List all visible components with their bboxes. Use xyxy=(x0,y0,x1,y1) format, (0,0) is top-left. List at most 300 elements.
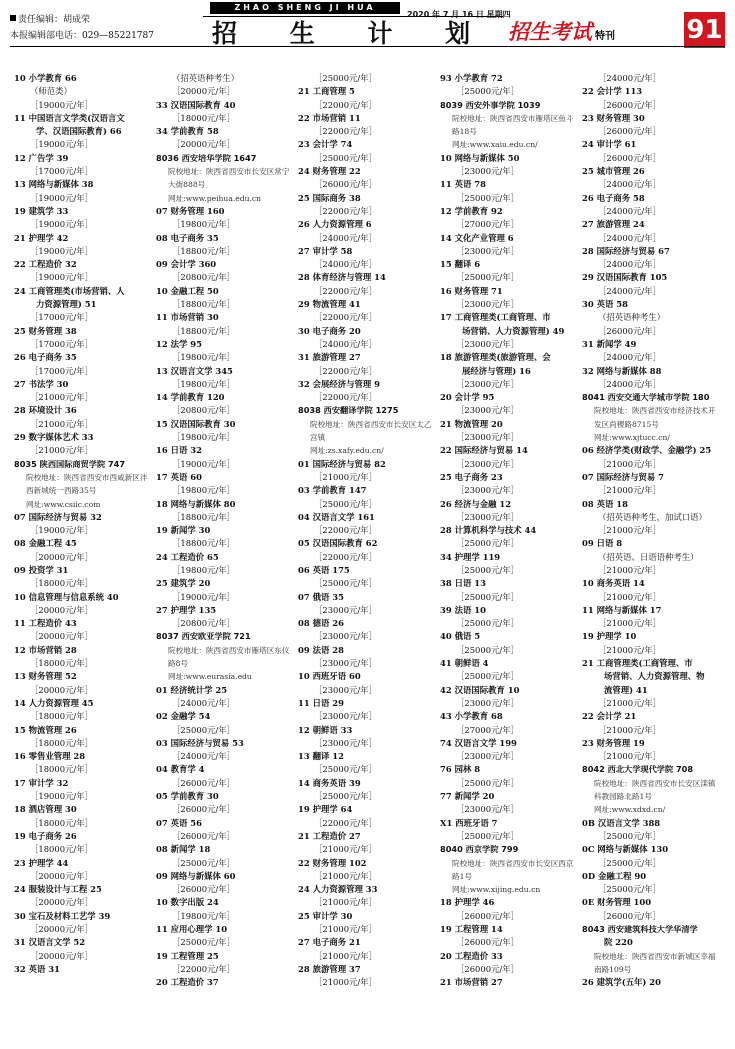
major-line: 18 护理学 46 xyxy=(440,897,495,908)
major-continuation: 院 220 xyxy=(604,937,633,948)
major-line: 08 英语 18 xyxy=(582,498,628,509)
fee-line: ［20000元/年］ xyxy=(172,139,235,150)
fee-line: ［24000元/年］ xyxy=(172,697,235,708)
fee-line: ［21000元/年］ xyxy=(598,485,661,496)
major-line: 10 数字出版 24 xyxy=(156,897,219,908)
major-continuation: 流管理) 41 xyxy=(604,684,648,695)
fee-line: ［21000元/年］ xyxy=(598,697,661,708)
major-line: 23 护理学 44 xyxy=(14,857,69,868)
major-line: 32 英语 31 xyxy=(14,963,60,974)
major-line: 22 财务管理 102 xyxy=(298,857,367,868)
major-line: 28 环境设计 36 xyxy=(14,405,77,416)
fee-line: ［20000元/年］ xyxy=(30,870,93,881)
fee-line: ［19800元/年］ xyxy=(172,432,235,443)
brand-text: 招生考试 xyxy=(508,19,592,44)
major-line: 18 网络与新媒体 80 xyxy=(156,498,236,509)
major-line: 43 小学教育 68 xyxy=(440,711,503,722)
fee-line: ［24000元/年］ xyxy=(598,259,661,270)
major-line: 01 国际经济与贸易 82 xyxy=(298,458,386,469)
fee-line: ［25000元/年］ xyxy=(314,152,377,163)
fee-line: ［22000元/年］ xyxy=(314,525,377,536)
major-line: 05 学前教育 30 xyxy=(156,791,219,802)
major-line: 26 人力资源管理 6 xyxy=(298,219,372,230)
fee-line: ［17000元/年］ xyxy=(30,312,93,323)
fee-line: ［23000元/年］ xyxy=(456,299,519,310)
major-line: 19 新闻学 30 xyxy=(156,525,211,536)
school-header: 8036 西安培华学院 1647 xyxy=(156,152,257,163)
major-line: 22 市场营销 11 xyxy=(298,112,361,123)
column-4 xyxy=(440,72,578,989)
major-line: 04 汉语言文学 161 xyxy=(298,511,375,522)
brand-logo xyxy=(508,16,615,46)
fee-line: ［21000元/年］ xyxy=(30,392,93,403)
fee-line: ［18000元/年］ xyxy=(30,658,93,669)
square-bullet-icon xyxy=(10,15,16,21)
fee-line: ［18800元/年］ xyxy=(172,245,235,256)
fee-line: ［23000元/年］ xyxy=(456,405,519,416)
fee-line: ［23000元/年］ xyxy=(456,378,519,389)
major-line: 11 网络与新媒体 17 xyxy=(582,604,662,615)
fee-line: ［21000元/年］ xyxy=(314,924,377,934)
fee-line: ［24000元/年］ xyxy=(598,378,661,389)
fee-line: ［19000元/年］ xyxy=(172,591,235,602)
note-line: （师范类） xyxy=(30,86,72,97)
major-line: 14 学前教育 120 xyxy=(156,392,225,403)
fee-line: ［18000元/年］ xyxy=(30,844,93,855)
major-line: 11 中国语言文学类(汉语言文 xyxy=(14,112,125,123)
fee-line: ［27000元/年］ xyxy=(456,724,519,735)
fee-line: ［19800元/年］ xyxy=(172,219,235,230)
school-address: 网址:www.csiic.com xyxy=(26,499,101,509)
school-header: 8035 陕西国际商贸学院 747 xyxy=(14,458,126,469)
major-line: 10 西班牙语 60 xyxy=(298,671,361,682)
major-line: 30 宝石及材料工艺学 39 xyxy=(14,910,111,921)
fee-line: ［25000元/年］ xyxy=(314,578,377,589)
major-line: 12 法学 95 xyxy=(156,338,202,349)
fee-line: ［23000元/年］ xyxy=(314,711,377,722)
fee-line: ［18000元/年］ xyxy=(30,764,93,775)
note-line: （招英语种考生） xyxy=(172,73,239,83)
fee-line: ［19000元/年］ xyxy=(30,525,93,536)
major-line: 16 财务管理 71 xyxy=(440,285,503,296)
fee-line: ［25000元/年］ xyxy=(314,498,377,509)
fee-line: ［21000元/年］ xyxy=(314,897,377,908)
major-line: 25 财务管理 38 xyxy=(14,325,77,336)
fee-line: ［20000元/年］ xyxy=(30,924,93,934)
major-line: 27 护理学 135 xyxy=(156,604,217,615)
school-address: 网址:www.xaiu.edu.cn/ xyxy=(452,140,538,150)
fee-line: ［21000元/年］ xyxy=(314,844,377,855)
major-line: 74 汉语言文学 199 xyxy=(440,737,517,748)
fee-line: ［24000元/年］ xyxy=(314,259,377,270)
fee-line: ［23000元/年］ xyxy=(314,604,377,615)
major-line: 30 电子商务 20 xyxy=(298,325,361,336)
major-line: 24 财务管理 22 xyxy=(298,166,361,177)
major-line: 31 新闻学 49 xyxy=(582,338,637,349)
fee-line: ［25000元/年］ xyxy=(456,192,519,203)
fee-line: ［24000元/年］ xyxy=(598,73,661,83)
major-line: 24 人力资源管理 33 xyxy=(298,884,378,895)
major-line: 16 零售业管理 28 xyxy=(14,751,86,762)
fee-line: ［20000元/年］ xyxy=(30,684,93,695)
fee-line: ［19000元/年］ xyxy=(30,272,93,283)
fee-line: ［21000元/年］ xyxy=(598,644,661,655)
major-line: 26 电子商务 58 xyxy=(582,192,645,203)
major-line: 12 学前教育 92 xyxy=(440,205,503,216)
fee-line: ［26000元/年］ xyxy=(598,99,661,110)
fee-line: ［26000元/年］ xyxy=(314,179,377,190)
major-line: 09 投资学 31 xyxy=(14,564,69,575)
major-line: 31 汉语言文学 52 xyxy=(14,937,86,948)
fee-line: ［19000元/年］ xyxy=(172,458,235,469)
major-continuation: 场营销、人力资源管理、物 xyxy=(604,671,705,682)
fee-line: ［27000元/年］ xyxy=(456,219,519,230)
major-line: 09 日语 8 xyxy=(582,538,623,549)
editor-text: 责任编辑：胡成荣 xyxy=(18,15,91,25)
major-line: 40 俄语 5 xyxy=(440,631,481,642)
major-line: 07 俄语 35 xyxy=(298,591,344,602)
fee-line: ［21000元/年］ xyxy=(30,418,93,429)
major-continuation: 力资源管理) 51 xyxy=(36,299,97,310)
fee-line: ［20000元/年］ xyxy=(30,551,93,562)
major-line: 14 文化产业管理 6 xyxy=(440,232,514,243)
fee-line: ［19800元/年］ xyxy=(172,910,235,921)
major-line: 28 国际经济与贸易 67 xyxy=(582,245,670,256)
phone-line: 本报编辑部电话：029—85221787 xyxy=(10,31,154,41)
major-line: 08 金融工程 45 xyxy=(14,538,77,549)
fee-line: ［20000元/年］ xyxy=(30,950,93,961)
fee-line: ［23000元/年］ xyxy=(314,737,377,748)
fee-line: ［26000元/年］ xyxy=(598,152,661,163)
major-line: 14 商务英语 39 xyxy=(298,777,361,788)
school-address: 院校地址：陕西省西安市长安区滦镇科教园路北路1号 xyxy=(594,778,716,802)
major-line: 31 旅游管理 27 xyxy=(298,352,361,363)
fee-line: ［20000元/年］ xyxy=(30,604,93,615)
major-line: 0B 汉语言文学 388 xyxy=(582,817,661,828)
major-line: 17 工商管理类(工商管理、市 xyxy=(440,312,551,323)
fee-line: ［25000元/年］ xyxy=(456,86,519,97)
major-line: 32 会展经济与管理 9 xyxy=(298,378,380,389)
column-3 xyxy=(298,72,436,989)
fee-line: ［25000元/年］ xyxy=(456,538,519,549)
major-line: 11 英语 78 xyxy=(440,179,486,190)
major-line: 08 新闻学 18 xyxy=(156,844,211,855)
page-number: 91 xyxy=(684,12,725,48)
fee-line: ［20800元/年］ xyxy=(172,405,235,416)
school-header: 8039 西安外事学院 1039 xyxy=(440,99,541,110)
fee-line: ［23000元/年］ xyxy=(456,458,519,469)
major-line: 25 城市管理 26 xyxy=(582,166,645,177)
major-line: 19 电子商务 26 xyxy=(14,830,77,841)
fee-line: ［25000元/年］ xyxy=(456,564,519,575)
major-line: 26 电子商务 35 xyxy=(14,352,77,363)
major-line: 03 国际经济与贸易 53 xyxy=(156,737,244,748)
fee-line: ［25000元/年］ xyxy=(314,764,377,775)
fee-line: ［25000元/年］ xyxy=(172,724,235,735)
page-title: 招 生 计 划 xyxy=(212,19,493,48)
major-continuation: 学、汉语国际教育) 66 xyxy=(36,126,122,137)
major-line: 24 服装设计与工程 25 xyxy=(14,884,102,895)
major-line: 23 财务管理 30 xyxy=(582,112,645,123)
major-line: 09 法语 28 xyxy=(298,644,344,655)
fee-line: ［23000元/年］ xyxy=(314,658,377,669)
major-line: 24 工商管理类(市场营销、人 xyxy=(14,285,125,296)
fee-line: ［22000元/年］ xyxy=(314,99,377,110)
fee-line: ［23000元/年］ xyxy=(456,166,519,177)
major-line: X1 西班牙语 7 xyxy=(440,817,498,828)
major-line: 25 国际商务 38 xyxy=(298,192,361,203)
school-address: 院校地址：陕西省西安市西咸新区沣西新城统一西路35号 xyxy=(26,472,148,496)
major-line: 29 汉语国际教育 105 xyxy=(582,272,668,283)
fee-line: ［21000元/年］ xyxy=(314,950,377,961)
major-line: 32 网络与新媒体 88 xyxy=(582,365,662,376)
major-line: 07 财务管理 160 xyxy=(156,205,225,216)
major-line: 24 工程造价 65 xyxy=(156,551,219,562)
fee-line: ［18800元/年］ xyxy=(172,325,235,336)
brand-small: 特刊 xyxy=(595,31,615,42)
major-line: 07 国际经济与贸易 7 xyxy=(582,471,664,482)
major-line: 16 日语 32 xyxy=(156,445,202,456)
major-line: 13 翻译 12 xyxy=(298,751,344,762)
fee-line: ［26000元/年］ xyxy=(456,937,519,948)
school-address: 院校地址：陕西省西安市长安区太乙宫镇 xyxy=(310,419,432,443)
fee-line: ［25000元/年］ xyxy=(456,644,519,655)
major-line: 42 汉语国际教育 10 xyxy=(440,684,520,695)
major-line: 21 工商管理类(工商管理、市 xyxy=(582,658,693,669)
major-line: 24 审计学 61 xyxy=(582,139,637,150)
column-1 xyxy=(14,72,152,976)
fee-line: ［24000元/年］ xyxy=(598,352,661,363)
fee-line: ［25000元/年］ xyxy=(456,618,519,629)
major-line: 26 经济与金融 12 xyxy=(440,498,512,509)
major-line: 12 朝鲜语 33 xyxy=(298,724,353,735)
major-line: 06 经济学类(财政学、金融学) 25 xyxy=(582,445,712,456)
note-line: （招英语种考生） xyxy=(598,312,665,323)
fee-line: ［19000元/年］ xyxy=(30,791,93,802)
fee-line: ［24000元/年］ xyxy=(598,179,661,190)
major-line: 20 会计学 95 xyxy=(440,392,495,403)
major-line: 22 会计学 113 xyxy=(582,86,643,97)
fee-line: ［20800元/年］ xyxy=(172,618,235,629)
major-line: 34 护理学 119 xyxy=(440,551,501,562)
fee-line: ［23000元/年］ xyxy=(456,432,519,443)
fee-line: ［24000元/年］ xyxy=(598,205,661,216)
major-line: 27 电子商务 21 xyxy=(298,937,361,948)
school-address: 网址:www.peihua.edu.cn xyxy=(168,193,262,203)
school-header: 8041 西安交通大学城市学院 180 xyxy=(582,392,710,403)
school-address: 院校地址：陕西省西安市雁塔区鱼斗路18号 xyxy=(452,113,574,137)
major-line: 21 市场营销 27 xyxy=(440,977,503,988)
major-line: 10 小学教育 66 xyxy=(14,73,77,83)
major-line: 13 网络与新媒体 38 xyxy=(14,179,94,190)
column-5 xyxy=(582,72,720,989)
fee-line: ［25000元/年］ xyxy=(598,857,661,868)
major-line: 07 国际经济与贸易 32 xyxy=(14,511,102,522)
fee-line: ［21000元/年］ xyxy=(598,458,661,469)
major-line: 39 法语 10 xyxy=(440,604,486,615)
major-line: 0D 金融工程 90 xyxy=(582,870,647,881)
major-line: 27 书法学 30 xyxy=(14,378,69,389)
major-line: 28 体育经济与管理 14 xyxy=(298,272,386,283)
fee-line: ［19000元/年］ xyxy=(30,219,93,230)
fee-line: ［20000元/年］ xyxy=(172,86,235,97)
major-line: 93 小学教育 72 xyxy=(440,73,503,83)
fee-line: ［19800元/年］ xyxy=(172,378,235,389)
school-address: 院校地址：陕西省西安市雁塔区东仪路8号 xyxy=(168,645,290,669)
fee-line: ［21000元/年］ xyxy=(598,591,661,602)
major-line: 11 应用心理学 10 xyxy=(156,924,228,934)
major-line: 12 广告学 39 xyxy=(14,152,69,163)
school-header: 8043 西安建筑科技大学华清学 xyxy=(582,924,698,934)
major-line: 11 日语 29 xyxy=(298,697,344,708)
fee-line: ［21000元/年］ xyxy=(598,724,661,735)
fee-line: ［20000元/年］ xyxy=(30,631,93,642)
major-line: 11 市场营销 30 xyxy=(156,312,219,323)
major-line: 20 工程造价 37 xyxy=(156,977,219,988)
fee-line: ［21000元/年］ xyxy=(314,977,377,988)
fee-line: ［26000元/年］ xyxy=(172,804,235,815)
major-line: 10 金融工程 50 xyxy=(156,285,219,296)
fee-line: ［22000元/年］ xyxy=(314,392,377,403)
major-line: 13 财务管理 52 xyxy=(14,671,77,682)
fee-line: ［24000元/年］ xyxy=(314,338,377,349)
school-address: 网址:www.xdxd.cn/ xyxy=(594,805,666,815)
fee-line: ［21000元/年］ xyxy=(30,445,93,456)
fee-line: ［26000元/年］ xyxy=(598,325,661,336)
major-line: 21 护理学 42 xyxy=(14,232,69,243)
fee-line: ［22000元/年］ xyxy=(314,285,377,296)
fee-line: ［23000元/年］ xyxy=(314,684,377,695)
fee-line: ［24000元/年］ xyxy=(314,232,377,243)
fee-line: ［21000元/年］ xyxy=(598,525,661,536)
major-line: 19 工程管理 14 xyxy=(440,924,503,934)
fee-line: ［25000元/年］ xyxy=(598,830,661,841)
fee-line: ［21000元/年］ xyxy=(598,564,661,575)
column-2 xyxy=(156,72,294,989)
major-line: 20 工程造价 33 xyxy=(440,950,503,961)
major-continuation: 场营销、人力资源管理) 49 xyxy=(462,325,565,336)
fee-line: ［26000元/年］ xyxy=(172,884,235,895)
fee-line: ［25000元/年］ xyxy=(456,777,519,788)
fee-line: ［19800元/年］ xyxy=(172,564,235,575)
major-line: 17 英语 60 xyxy=(156,471,202,482)
major-line: 10 信息管理与信息系统 40 xyxy=(14,591,119,602)
fee-line: ［18000元/年］ xyxy=(30,711,93,722)
school-address: 院校地址：陕西省西安市长安区常宁大街888号 xyxy=(168,167,290,190)
major-line: 25 电子商务 23 xyxy=(440,471,503,482)
fee-line: ［19800元/年］ xyxy=(172,485,235,496)
major-line: 17 审计学 32 xyxy=(14,777,69,788)
fee-line: ［17000元/年］ xyxy=(30,166,93,177)
major-line: 19 建筑学 33 xyxy=(14,205,69,216)
fee-line: ［25000元/年］ xyxy=(172,857,235,868)
major-line: 18 旅游管理类(旅游管理、会 xyxy=(440,352,551,363)
fee-line: ［19000元/年］ xyxy=(30,99,93,110)
fee-line: ［20800元/年］ xyxy=(172,272,235,283)
major-line: 28 计算机科学与技术 44 xyxy=(440,525,537,536)
major-line: 10 商务英语 14 xyxy=(582,578,645,589)
major-line: 12 市场营销 28 xyxy=(14,644,77,655)
major-continuation: 展经济与管理) 16 xyxy=(462,365,531,376)
fee-line: ［18000元/年］ xyxy=(30,817,93,828)
fee-line: ［25000元/年］ xyxy=(314,73,377,83)
fee-line: ［26000元/年］ xyxy=(598,126,661,137)
fee-line: ［22000元/年］ xyxy=(314,126,377,137)
fee-line: ［25000元/年］ xyxy=(598,884,661,895)
fee-line: ［20000元/年］ xyxy=(30,897,93,908)
school-address: 网址:www.xijing.edu.cn xyxy=(452,885,541,895)
major-line: 25 建筑学 20 xyxy=(156,578,211,589)
major-line: 22 国际经济与贸易 14 xyxy=(440,445,528,456)
fee-line: ［21000元/年］ xyxy=(598,751,661,762)
major-line: 25 审计学 30 xyxy=(298,910,353,921)
fee-line: ［18800元/年］ xyxy=(172,299,235,310)
major-line: 41 朝鲜语 4 xyxy=(440,658,489,669)
major-line: 14 人力资源管理 45 xyxy=(14,697,94,708)
major-line: 28 旅游管理 37 xyxy=(298,963,361,974)
fee-line: ［23000元/年］ xyxy=(456,245,519,256)
note-line: （招英语、日语语种考生） xyxy=(598,551,699,562)
major-line: 15 汉语国际教育 30 xyxy=(156,418,236,429)
fee-line: ［23000元/年］ xyxy=(456,804,519,815)
major-line: 03 学前教育 147 xyxy=(298,485,367,496)
fee-line: ［22000元/年］ xyxy=(314,312,377,323)
major-line: 09 会计学 360 xyxy=(156,259,217,270)
fee-line: ［26000元/年］ xyxy=(456,963,519,974)
school-header: 8038 西安翻译学院 1275 xyxy=(298,405,399,416)
note-line: （招英语种考生，加试口语） xyxy=(598,511,707,522)
fee-line: ［23000元/年］ xyxy=(456,697,519,708)
major-line: 15 翻译 6 xyxy=(440,259,481,270)
major-line: 21 工商管理 5 xyxy=(298,86,355,97)
major-line: 11 工程造价 43 xyxy=(14,618,77,629)
fee-line: ［25000元/年］ xyxy=(172,937,235,948)
fee-line: ［22000元/年］ xyxy=(314,205,377,216)
fee-line: ［23000元/年］ xyxy=(456,511,519,522)
major-line: 08 德语 26 xyxy=(298,618,344,629)
fee-line: ［21000元/年］ xyxy=(314,870,377,881)
major-line: 04 教育学 4 xyxy=(156,764,205,775)
fee-line: ［22000元/年］ xyxy=(314,365,377,376)
school-header: 8037 西安欧亚学院 721 xyxy=(156,631,251,642)
fee-line: ［24000元/年］ xyxy=(172,751,235,762)
major-line: 19 护理学 64 xyxy=(298,804,353,815)
major-line: 27 审计学 58 xyxy=(298,245,353,256)
fee-line: ［25000元/年］ xyxy=(456,671,519,682)
issue-date: 2020 年 7 月 16 日 星期四 xyxy=(407,10,511,19)
major-line: 77 新闻学 20 xyxy=(440,791,495,802)
fee-line: ［19000元/年］ xyxy=(30,245,93,256)
fee-line: ［19800元/年］ xyxy=(172,352,235,363)
major-line: 26 建筑学(五年) 20 xyxy=(582,977,661,988)
school-address: 网址:www.xjtucc.cn/ xyxy=(594,433,670,443)
fee-line: ［18800元/年］ xyxy=(172,538,235,549)
major-line: 34 学前教育 58 xyxy=(156,126,219,137)
major-line: 33 汉语国际教育 40 xyxy=(156,99,236,110)
fee-line: ［22000元/年］ xyxy=(172,963,235,974)
major-line: 38 日语 13 xyxy=(440,578,486,589)
school-address: 院校地址：陕西省西安市长安区西京路1号 xyxy=(452,858,574,881)
major-line: 30 英语 58 xyxy=(582,299,628,310)
fee-line: ［18000元/年］ xyxy=(30,578,93,589)
fee-line: ［23000元/年］ xyxy=(456,485,519,496)
major-line: 0C 网络与新媒体 130 xyxy=(582,844,669,855)
fee-line: ［25000元/年］ xyxy=(456,591,519,602)
fee-line: ［25000元/年］ xyxy=(314,791,377,802)
fee-line: ［18000元/年］ xyxy=(172,112,235,123)
fee-line: ［19000元/年］ xyxy=(30,139,93,150)
school-address: 院校地址：陕西省西安市新城区幸福南路109号 xyxy=(594,951,716,974)
